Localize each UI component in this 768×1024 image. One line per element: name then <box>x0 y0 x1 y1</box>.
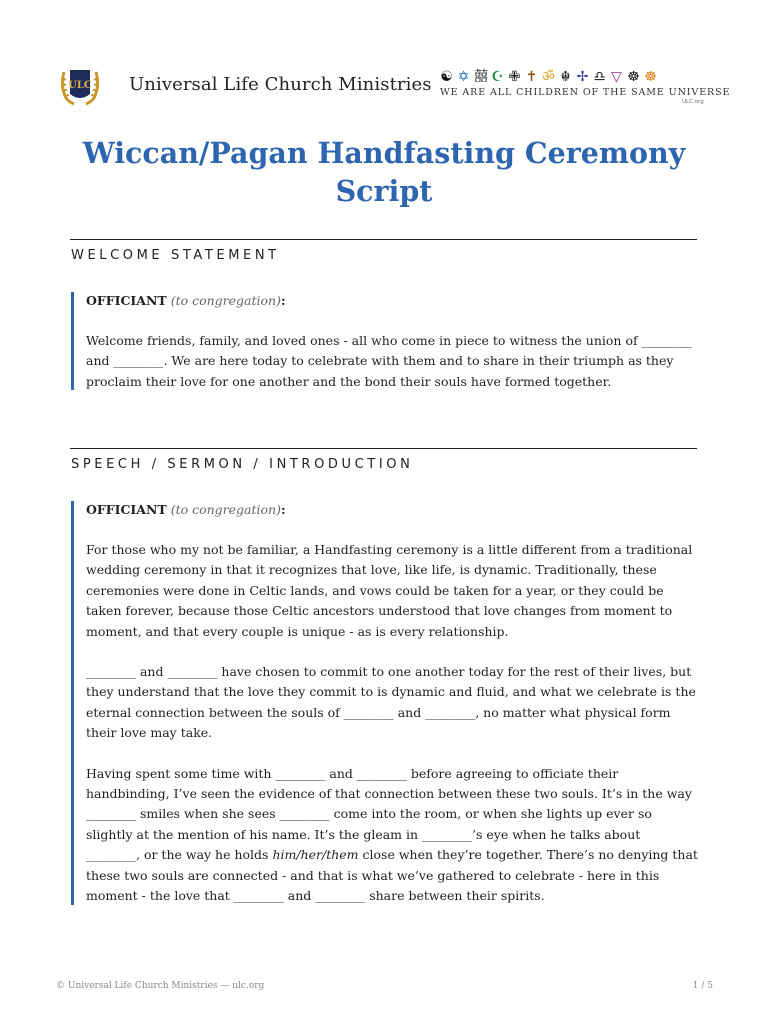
omega-icon: ♎ <box>593 69 607 85</box>
paragraph <box>86 764 698 907</box>
section-heading-speech: SPEECH / SERMON / INTRODUCTION <box>71 457 414 472</box>
dharma-wheel-icon: ☸ <box>644 69 658 85</box>
footer-copyright: © Universal Life Church Ministries — ulc.org <box>56 981 265 991</box>
speaker-name: OFFICIANT <box>86 293 167 308</box>
wheel-icon: ☸ <box>627 69 641 85</box>
footer-page-number: 1 / 5 <box>692 981 713 991</box>
tagline-url: ULC.org <box>682 99 704 105</box>
tagline: WE ARE ALL CHILDREN OF THE SAME UNIVERSE <box>440 87 731 98</box>
double-happiness-icon: 囍 <box>474 69 489 85</box>
section-heading-welcome: WELCOME STATEMENT <box>71 248 280 263</box>
paragraph: Welcome friends, family, and loved ones - all who come in piece to witness the union of ________ and ________. We are here today to celebrate with them and to share in their triumph as they proclaim their love for one another and the bond their souls have formed together. <box>86 333 692 389</box>
officiant-block-speech <box>71 501 704 905</box>
org-name: Universal Life Church Ministries <box>129 74 432 95</box>
svg-text:ULC: ULC <box>68 80 92 91</box>
yin-yang-icon: ☯ <box>440 69 454 85</box>
triangle-icon: ▽ <box>611 69 623 85</box>
section-divider <box>70 239 697 240</box>
speaker-name: OFFICIANT <box>86 502 167 517</box>
star-of-david-icon: ✡ <box>457 69 471 85</box>
paragraph-italic-text: him/her/them <box>272 847 359 863</box>
page-title: Wiccan/Pagan Handfasting Ceremony Script <box>82 136 686 208</box>
speaker-colon: : <box>280 293 286 308</box>
crescent-icon: ☪ <box>491 69 505 85</box>
section-divider <box>70 448 697 449</box>
ulc-logo-icon <box>58 64 102 108</box>
compass-icon: ✢ <box>576 69 590 85</box>
speaker-line <box>86 501 698 519</box>
officiant-block-welcome <box>71 292 704 390</box>
paragraph: ________ and ________ have chosen to commit to one another today for the rest of their lives, but they understand that the love they commit to is dynamic and fluid, and what we celebrate is the eternal connection between the souls of ________ and ________, no matter what physical form their love may take. <box>86 664 696 741</box>
paragraph: For those who my not be familiar, a Handfasting ceremony is a little different from a traditional wedding ceremony in that it recognizes that love, like life, is dynamic. Traditionally, these ceremonies were done in Celtic lands, and vows could be taken for a year, or they could be taken forever, because those Celtic ancestors understood that love changes from moment to moment, and that every couple is unique - as is every relationship. <box>86 542 693 639</box>
paragraph-text: Having spent some time with ________ and ________ before agreeing to officiate their handbinding, I’ve seen the evidence of that connection between these two souls. It’s in the way ________ smiles when she sees ________ come into the room, or when she lights up ever so slightly at the mention of his name. It’s the gleam in ________’s eye when he talks about ________, or the way he holds <box>86 765 692 863</box>
stage-direction: (to congregation) <box>170 502 281 517</box>
speaker-colon: : <box>280 502 286 517</box>
religious-symbols-strip <box>440 68 710 86</box>
pentacle-icon: ✙ <box>508 69 522 85</box>
khanda-icon: ☬ <box>560 69 572 85</box>
paragraph-text: close when they’re together. There’s no denying that these two souls are connected - and that is what we’ve gathered to celebrate - here in this moment - the love that ________ and ________ share between their spirits. <box>86 847 698 904</box>
om-icon: ॐ <box>542 69 556 85</box>
cross-icon: ✝ <box>525 69 539 85</box>
page-header <box>58 64 731 110</box>
stage-direction: (to congregation) <box>170 293 281 308</box>
speaker-line <box>86 292 698 310</box>
